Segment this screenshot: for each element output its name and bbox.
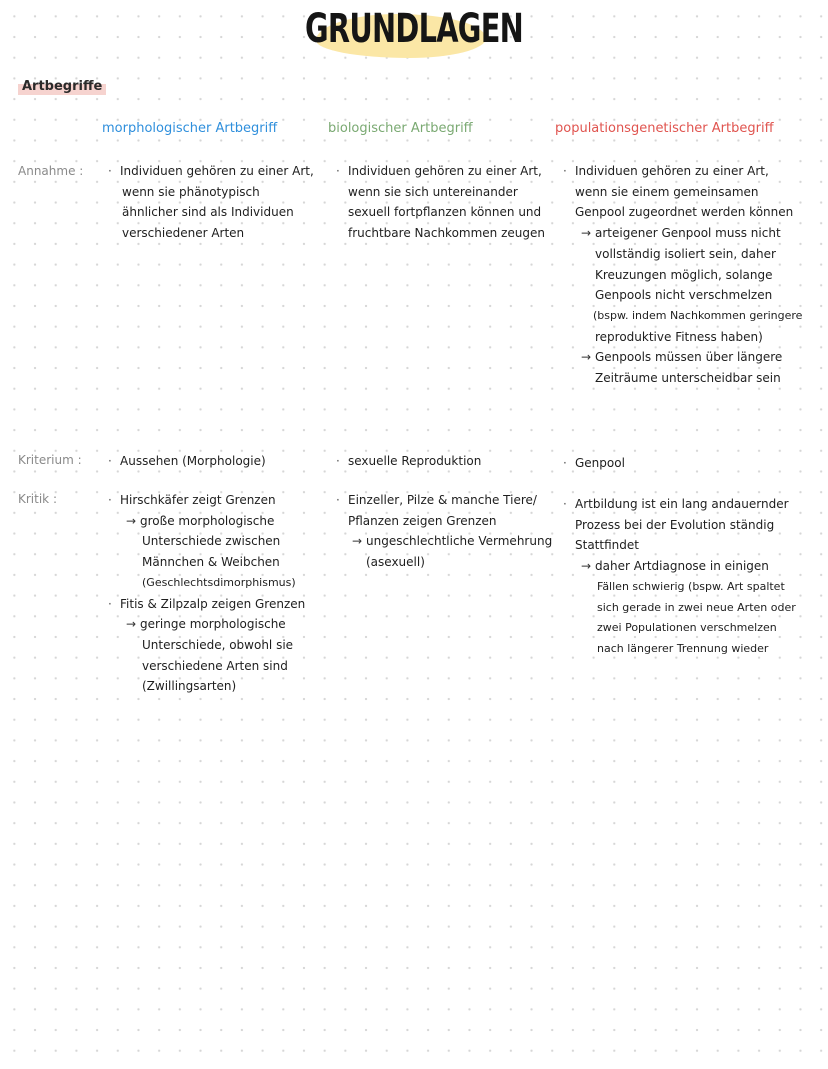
- kritik-morph: [108, 490, 305, 697]
- text-line: wenn sie sich untereinander: [348, 184, 518, 199]
- text-line: Individuen gehören zu einer Art,: [348, 164, 542, 178]
- text-line: verschiedene Arten sind: [142, 658, 288, 673]
- text-line: ungeschlechtliche Vermehrung: [366, 534, 553, 549]
- column-header-population-genetic: populationsgenetischer Artbegriff: [555, 121, 774, 136]
- text-line: wenn sie einem gemeinsamen: [575, 184, 759, 199]
- kritik-pop: [563, 494, 796, 660]
- text-line: Genpool zugeordnet werden können: [575, 205, 794, 220]
- text-line: reproduktive Fitness haben): [595, 329, 763, 344]
- arrow-icon: →: [126, 617, 137, 632]
- text-line: Unterschiede, obwohl sie: [142, 637, 294, 652]
- text-line: Kreuzungen möglich, solange: [595, 267, 773, 282]
- text-line: Individuen gehören zu einer Art,: [120, 164, 314, 178]
- text-line: Männchen & Weibchen: [142, 555, 280, 570]
- bullet-dot: ·: [108, 596, 112, 611]
- text-line: Hirschkäfer zeigt Grenzen: [120, 493, 276, 507]
- text-line: Zeiträume unterscheidbar sein: [595, 371, 781, 386]
- text-line: Stattfindet: [575, 538, 639, 553]
- text-line: fruchtbare Nachkommen zeugen: [348, 226, 545, 241]
- arrow-icon: →: [581, 350, 592, 365]
- page-title: GRUNDLAGEN: [304, 6, 524, 52]
- bullet-dot: ·: [336, 454, 340, 468]
- annahme-morph: [108, 161, 314, 244]
- text-line: große morphologische: [140, 513, 275, 528]
- row-label-annahme: Annahme :: [18, 164, 84, 178]
- text-line: Aussehen (Morphologie): [120, 454, 266, 468]
- text-line: Artbildung ist ein lang andauernder: [575, 497, 789, 511]
- bullet-dot: ·: [108, 454, 112, 468]
- text-line: Unterschiede zwischen: [142, 534, 281, 549]
- text-line: nach längerer Trennung wieder: [597, 641, 769, 655]
- text-line: vollständig isoliert sein, daher: [595, 246, 776, 261]
- title-area: [0, 4, 828, 64]
- text-line: ähnlicher sind als Individuen: [122, 205, 294, 220]
- text-line: sexuell fortpflanzen können und: [348, 205, 542, 220]
- annahme-pop: [563, 161, 802, 389]
- text-line: verschiedener Arten: [122, 226, 245, 241]
- kriterium-pop: [563, 453, 625, 474]
- text-line: geringe morphologische: [140, 617, 286, 632]
- text-line: (Geschlechtsdimorphismus): [142, 575, 296, 589]
- arrow-icon: →: [126, 513, 137, 528]
- arrow-icon: →: [352, 534, 363, 549]
- text-line: (bspw. indem Nachkommen geringere: [593, 308, 803, 322]
- text-line: sich gerade in zwei neue Arten oder: [597, 600, 796, 614]
- section-heading: Artbegriffe: [18, 78, 106, 95]
- arrow-icon: →: [581, 559, 592, 574]
- bullet-dot: ·: [563, 497, 567, 511]
- kriterium-bio: [336, 451, 481, 472]
- text-line: zwei Populationen verschmelzen: [597, 621, 777, 635]
- text-line: (Zwillingsarten): [142, 679, 237, 694]
- bullet-dot: ·: [108, 493, 112, 507]
- text-line: Prozess bei der Evolution ständig: [575, 517, 775, 532]
- text-line: arteigener Genpool muss nicht: [595, 226, 781, 241]
- row-label-kriterium: Kriterium :: [18, 453, 82, 467]
- text-line: Einzeller, Pilze & manche Tiere/: [348, 493, 537, 507]
- annahme-bio: [336, 161, 545, 244]
- bullet-dot: ·: [336, 164, 340, 178]
- arrow-icon: →: [581, 226, 592, 241]
- text-line: daher Artdiagnose in einigen: [595, 559, 769, 574]
- kritik-bio: [336, 490, 552, 573]
- text-line: Fitis & Zilpzalp zeigen Grenzen: [120, 596, 306, 611]
- bullet-dot: ·: [108, 164, 112, 178]
- text-line: Genpool: [575, 456, 625, 470]
- text-line: Genpools nicht verschmelzen: [595, 288, 773, 303]
- bullet-dot: ·: [563, 164, 567, 178]
- text-line: wenn sie phänotypisch: [122, 184, 260, 199]
- text-line: (asexuell): [366, 555, 425, 570]
- text-line: Pflanzen zeigen Grenzen: [348, 513, 497, 528]
- bullet-dot: ·: [563, 456, 567, 470]
- column-header-morphological: morphologischer Artbegriff: [102, 121, 278, 136]
- text-line: Genpools müssen über längere: [595, 350, 783, 365]
- row-label-kritik: Kritik :: [18, 492, 57, 506]
- kriterium-morph: [108, 451, 266, 472]
- text-line: sexuelle Reproduktion: [348, 454, 482, 468]
- bullet-dot: ·: [336, 493, 340, 507]
- text-line: Individuen gehören zu einer Art,: [575, 164, 769, 178]
- text-line: Fällen schwierig (bspw. Art spaltet: [597, 579, 785, 593]
- column-header-biological: biologischer Artbegriff: [328, 121, 473, 136]
